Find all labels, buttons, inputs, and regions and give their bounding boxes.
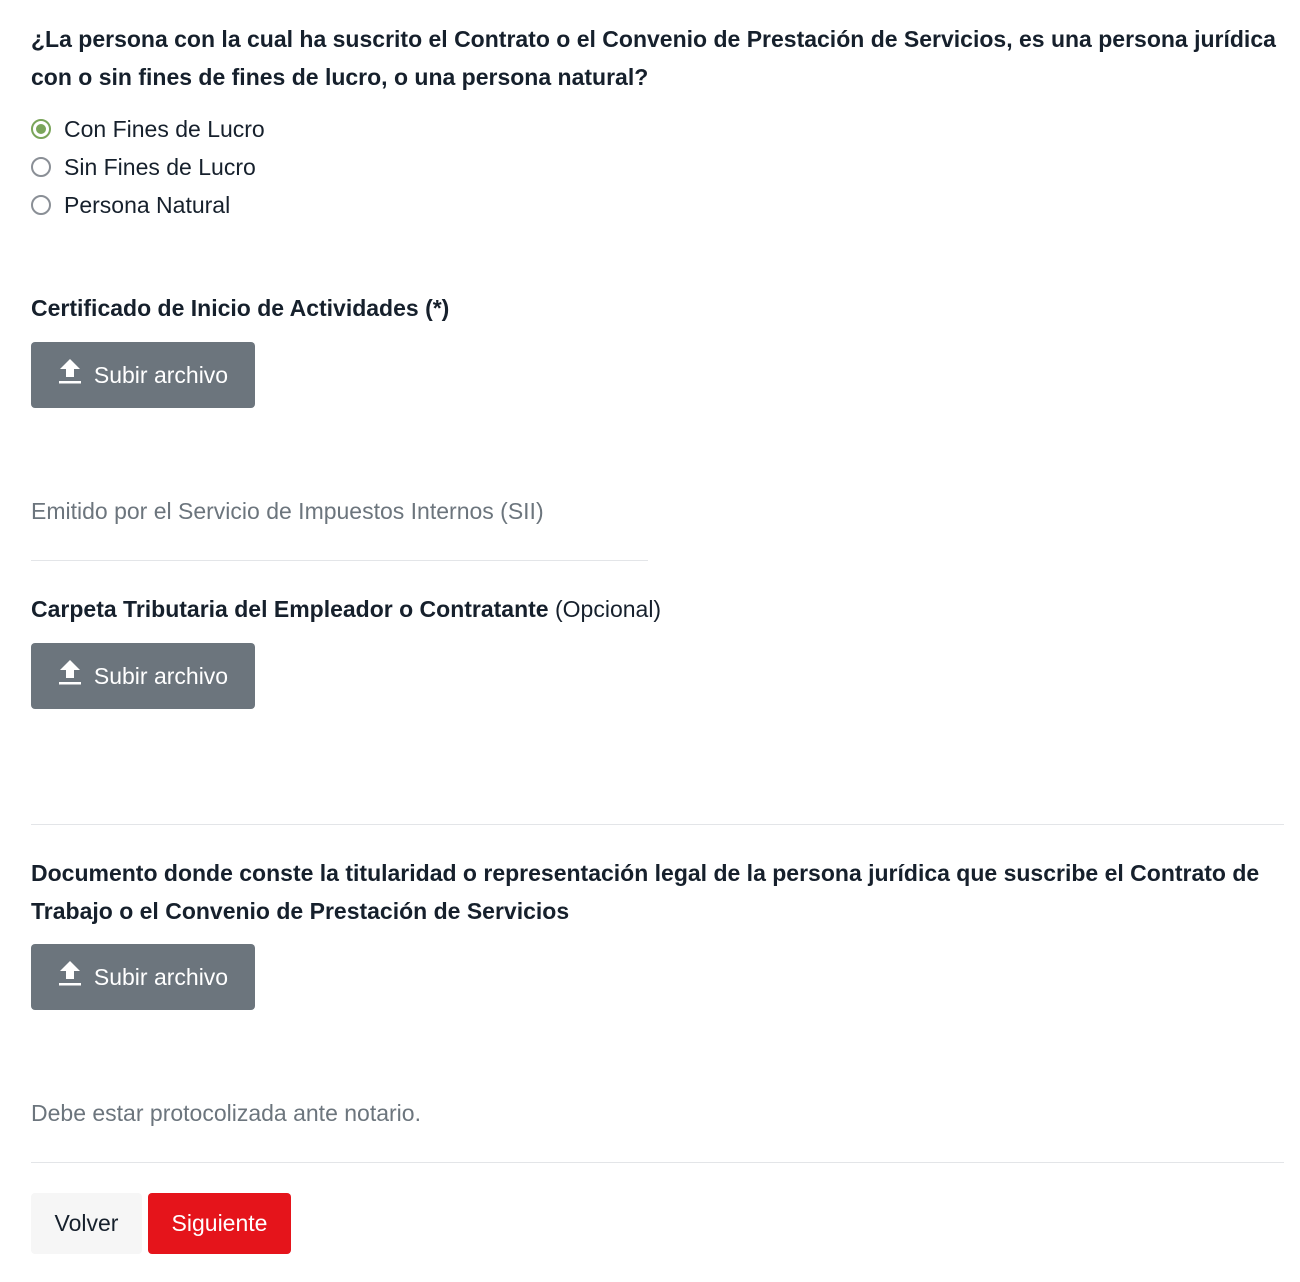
divider <box>31 824 1284 825</box>
upload-icon <box>58 959 82 987</box>
section-label-text: Carpeta Tributaria del Empleador o Contratante <box>31 596 549 622</box>
upload-button-label: Subir archivo <box>93 662 229 689</box>
next-button[interactable]: Siguiente <box>148 1193 291 1254</box>
upload-button-documento-titularidad[interactable] <box>31 944 255 1010</box>
upload-icon <box>58 357 82 385</box>
section-label-text: Certificado de Inicio de Actividades (*) <box>31 295 450 321</box>
hint-certificado: Emitido por el Servicio de Impuestos Internos (SII) <box>31 498 544 524</box>
radio-unchecked-icon[interactable] <box>31 195 51 215</box>
radio-unchecked-icon[interactable] <box>31 157 51 177</box>
radio-option-con-fines-de-lucro[interactable] <box>31 110 265 148</box>
divider <box>31 1162 1284 1163</box>
upload-button-label: Subir archivo <box>93 963 229 990</box>
entity-type-radio-group <box>31 110 265 224</box>
radio-label[interactable]: Sin Fines de Lucro <box>64 153 256 180</box>
radio-label[interactable]: Persona Natural <box>64 191 231 218</box>
upload-icon <box>58 658 82 686</box>
section-label-certificado <box>31 289 449 327</box>
section-label-documento-titularidad <box>31 854 1271 930</box>
upload-button-certificado[interactable] <box>31 342 255 408</box>
radio-checked-icon[interactable] <box>31 119 51 139</box>
back-button[interactable]: Volver <box>31 1193 142 1254</box>
optional-suffix: (Opcional) <box>548 596 662 622</box>
radio-label[interactable]: Con Fines de Lucro <box>64 115 265 142</box>
divider <box>31 560 648 561</box>
section-label-carpeta-tributaria <box>31 590 661 628</box>
radio-option-sin-fines-de-lucro[interactable] <box>31 148 265 186</box>
section-label-text: Documento donde conste la titularidad o representación legal de la persona jurídica que suscribe el Contrato de Trabajo o el Convenio de Prestación de Servicios <box>31 860 1260 924</box>
upload-button-label: Subir archivo <box>93 361 229 388</box>
upload-button-carpeta-tributaria[interactable] <box>31 643 255 709</box>
question-text: ¿La persona con la cual ha suscrito el Contrato o el Convenio de Prestación de Servicios, es una persona jurídica con o sin fines de fines de lucro, o una persona natural? <box>31 26 1276 90</box>
hint-documento-titularidad: Debe estar protocolizada ante notario. <box>31 1100 421 1126</box>
radio-option-persona-natural[interactable] <box>31 186 265 224</box>
